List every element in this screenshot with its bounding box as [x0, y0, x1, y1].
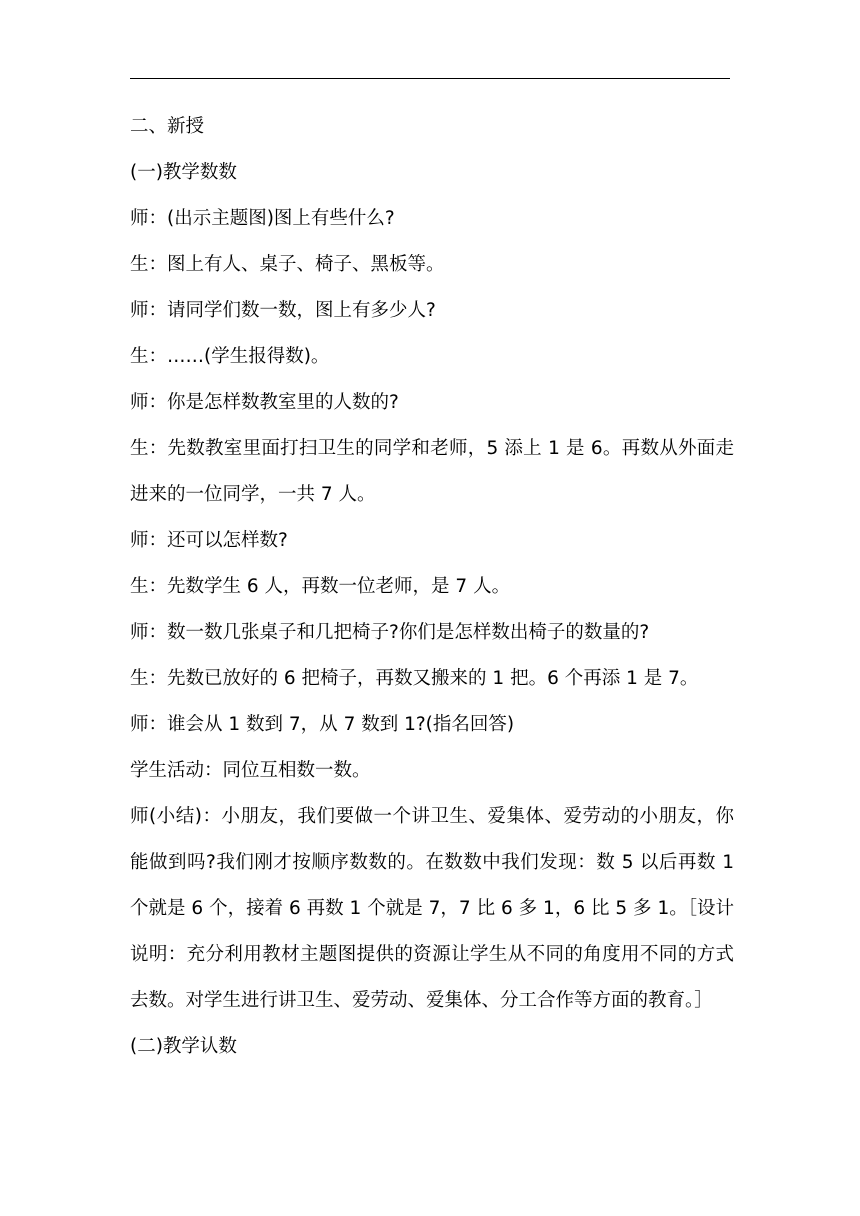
dialogue-line: 生：图上有人、桌子、椅子、黑板等。 — [130, 254, 445, 275]
dialogue-line: 师：你是怎样数教室里的人数的? — [130, 392, 399, 413]
dialogue-line: 生：……(学生报得数)。 — [130, 346, 330, 367]
dialogue-line: 生：先数教室里面打扫卫生的同学和老师，5 添上 1 是 6。再数从外面走进来的一位同学，一共 7 人。 — [130, 438, 734, 505]
section-heading: 二、新授 — [130, 116, 205, 137]
dialogue-line: 生：先数学生 6 人，再数一位老师，是 7 人。 — [130, 576, 511, 597]
dialogue-line: 师：还可以怎样数? — [130, 530, 288, 551]
header-rule — [130, 78, 730, 79]
dialogue-line: 师：请同学们数一数，图上有多少人? — [130, 300, 436, 321]
subsection-heading: (二)教学认数 — [130, 1036, 237, 1057]
summary-paragraph: 师(小结)：小朋友，我们要做一个讲卫生、爱集体、爱劳动的小朋友，你能做到吗?我们刚才按顺序数数的。在数数中我们发现：数 5 以后再数 1 个就是 6 个，接着 6 再数 1 个就是 7，7 比 6 多 1，6 比 5 多 1。［设计说明：充分利用教材主题图提供的资源让学生从不同的角度用不同的方式去数。对学生进行讲卫生、爱劳动、爱集体、分工合作等方面的教育。］ — [130, 806, 734, 1011]
dialogue-line: 师：数一数几张桌子和几把椅子?你们是怎样数出椅子的数量的? — [130, 622, 650, 643]
dialogue-line: 师：谁会从 1 数到 7，从 7 数到 1?(指名回答) — [130, 714, 515, 735]
dialogue-line: 生：先数已放好的 6 把椅子，再数又搬来的 1 把。6 个再添 1 是 7。 — [130, 668, 699, 689]
activity-line: 学生活动：同位互相数一数。 — [130, 760, 371, 781]
subsection-heading: (一)教学数数 — [130, 162, 237, 183]
dialogue-line: 师：(出示主题图)图上有些什么? — [130, 208, 395, 229]
document-body — [130, 110, 734, 1076]
